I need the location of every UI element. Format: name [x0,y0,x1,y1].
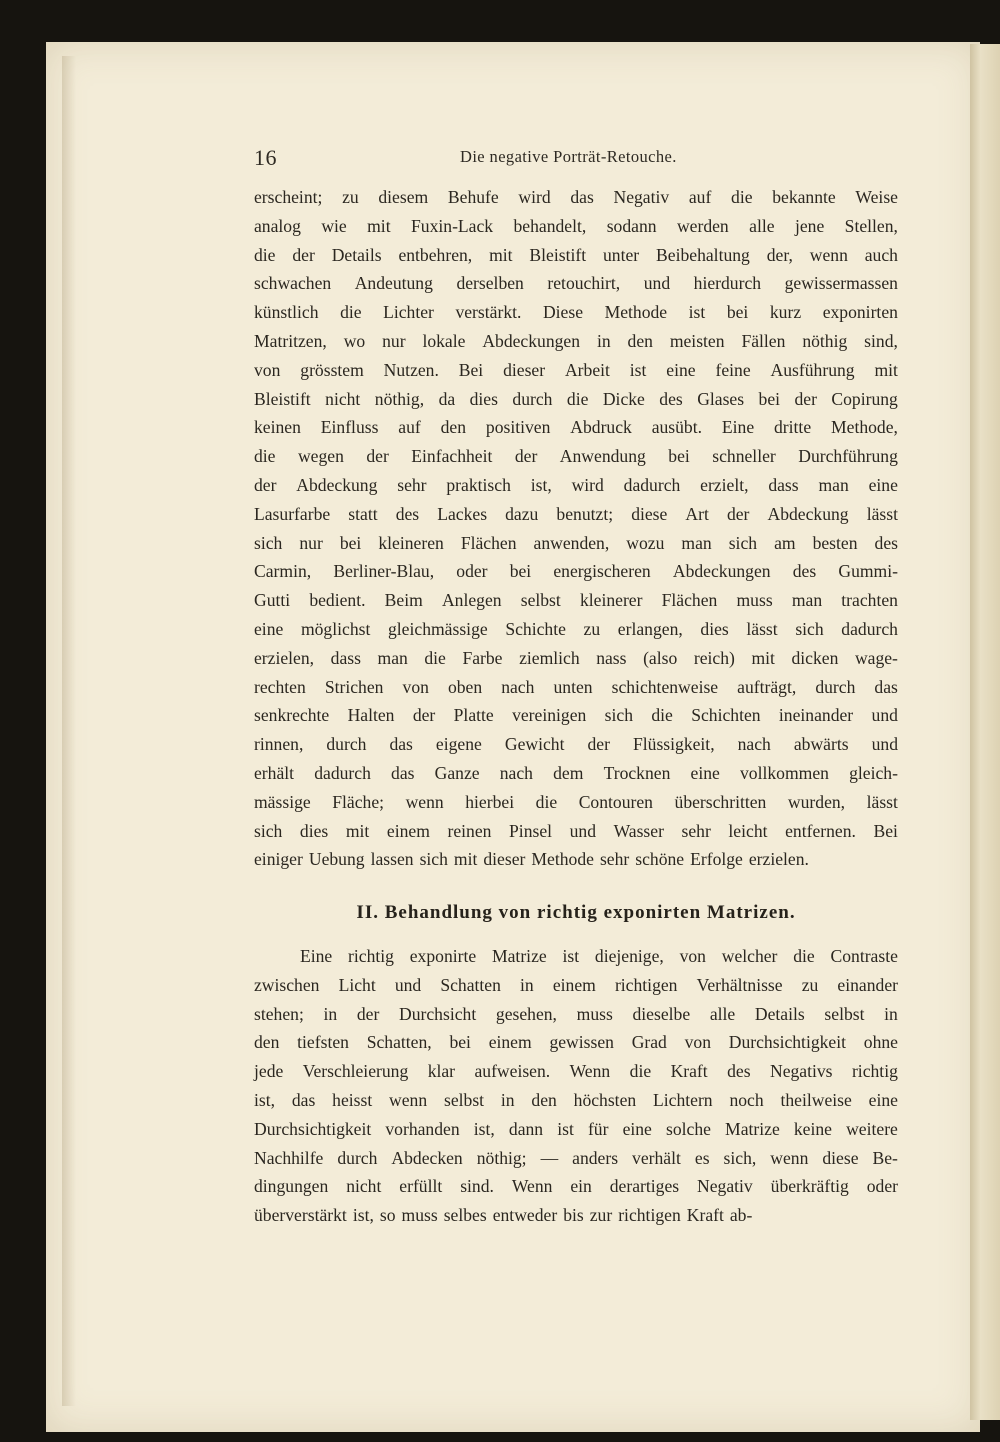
text-line: künstlich die Lichter verstärkt. Diese Methode ist bei kurz exponirten [254,302,898,323]
text-line: eine möglichst gleichmässige Schichte zu erlangen, dies lässt sich dadurch [254,618,898,639]
text-line: Carmin, Berliner-Blau, oder bei energischeren Abdeckungen des Gummi- [254,561,898,582]
text-line: die wegen der Einfachheit der Anwendung bei schneller Durchführung [254,446,898,467]
page-number: 16 [254,145,277,170]
text-line: erscheint; zu diesem Behufe wird das Negativ auf die bekannte Weise [254,187,898,207]
text-line: analog wie mit Fuxin-Lack behandelt, sodann werden alle jene Stellen, [254,215,898,236]
text-line: Nachhilfe durch Abdecken nöthig; — anders verhält es sich, wenn diese Be- [254,1147,898,1168]
text-line: überverstärkt ist, so muss selbes entweder bis zur richtigen Kraft ab- [254,1205,753,1226]
text-line: rinnen, durch das eigene Gewicht der Flüssigkeit, nach abwärts und [254,734,898,755]
text-line: sich nur bei kleineren Flächen anwenden, wozu man sich am besten des [254,532,898,553]
text-line: ist, das heisst wenn selbst in den höchsten Lichtern noch theilweise eine [254,1089,898,1110]
text-line: jede Verschleierung klar aufweisen. Wenn die Kraft des Negativs richtig [254,1061,898,1082]
text-line: die der Details entbehren, mit Bleistift unter Beibehaltung der, wenn auch [254,244,898,265]
text-line: von grösstem Nutzen. Bei dieser Arbeit ist eine feine Ausführung mit [254,359,898,380]
text-line: Durchsichtigkeit vorhanden ist, dann ist für eine solche Matrize keine weitere [254,1118,898,1139]
text-line: sich dies mit einem reinen Pinsel und Wasser sehr leicht entfernen. Bei [254,820,898,841]
text-line: Bleistift nicht nöthig, da dies durch die Dicke des Glases bei der Copirung [254,388,898,409]
paragraph-richtig-exponirt [254,942,898,1230]
text-line: mässige Fläche; wenn hierbei die Contouren überschritten wurden, lässt [254,791,898,812]
text-line: zwischen Licht und Schatten in einem richtigen Verhältnisse zu einander [254,974,898,995]
text-line: einiger Uebung lassen sich mit dieser Methode sehr schöne Erfolge erzielen. [254,849,809,870]
text-line: keinen Einfluss auf den positiven Abdruck ausübt. Eine dritte Methode, [254,417,898,438]
text-line: erhält dadurch das Ganze nach dem Trocknen eine vollkommen gleich- [254,762,898,783]
text-line: erzielen, dass man die Farbe ziemlich nass (also reich) mit dicken wage- [254,647,898,668]
next-page-edge [970,44,1000,1420]
running-header [254,145,896,175]
running-title: Die negative Porträt-Retouche. [460,147,677,166]
text-line: rechten Strichen von oben nach unten schichtenweise aufträgt, durch das [254,676,898,697]
text-line: der Abdeckung sehr praktisch ist, wird dadurch erzielt, dass man eine [254,474,898,495]
text-line: dingungen nicht erfüllt sind. Wenn ein derartiges Negativ überkräftig oder [254,1176,898,1197]
page-gutter-shadow [62,56,76,1406]
text-line: den tiefsten Schatten, bei einem gewissen Grad von Durchsichtigkeit ohne [254,1032,898,1053]
text-line: stehen; in der Durchsicht gesehen, muss dieselbe alle Details selbst in [254,1003,898,1024]
text-line: Matritzen, wo nur lokale Abdeckungen in den meisten Fällen nöthig sind, [254,330,898,351]
text-line: Eine richtig exponirte Matrize ist diejenige, von welcher die Contraste [300,946,898,966]
text-line: senkrechte Halten der Platte vereinigen sich die Schichten ineinander und [254,705,898,726]
text-line: schwachen Andeutung derselben retouchirt, und hierdurch gewissermassen [254,273,898,294]
text-line: Lasurfarbe statt des Lackes dazu benutzt; diese Art der Abdeckung lässt [254,503,898,524]
paragraph-continuation [254,183,898,874]
text-line: Gutti bedient. Beim Anlegen selbst kleinerer Flächen muss man trachten [254,590,898,611]
section-heading: II. Behandlung von richtig exponirten Matrizen. [356,902,796,923]
